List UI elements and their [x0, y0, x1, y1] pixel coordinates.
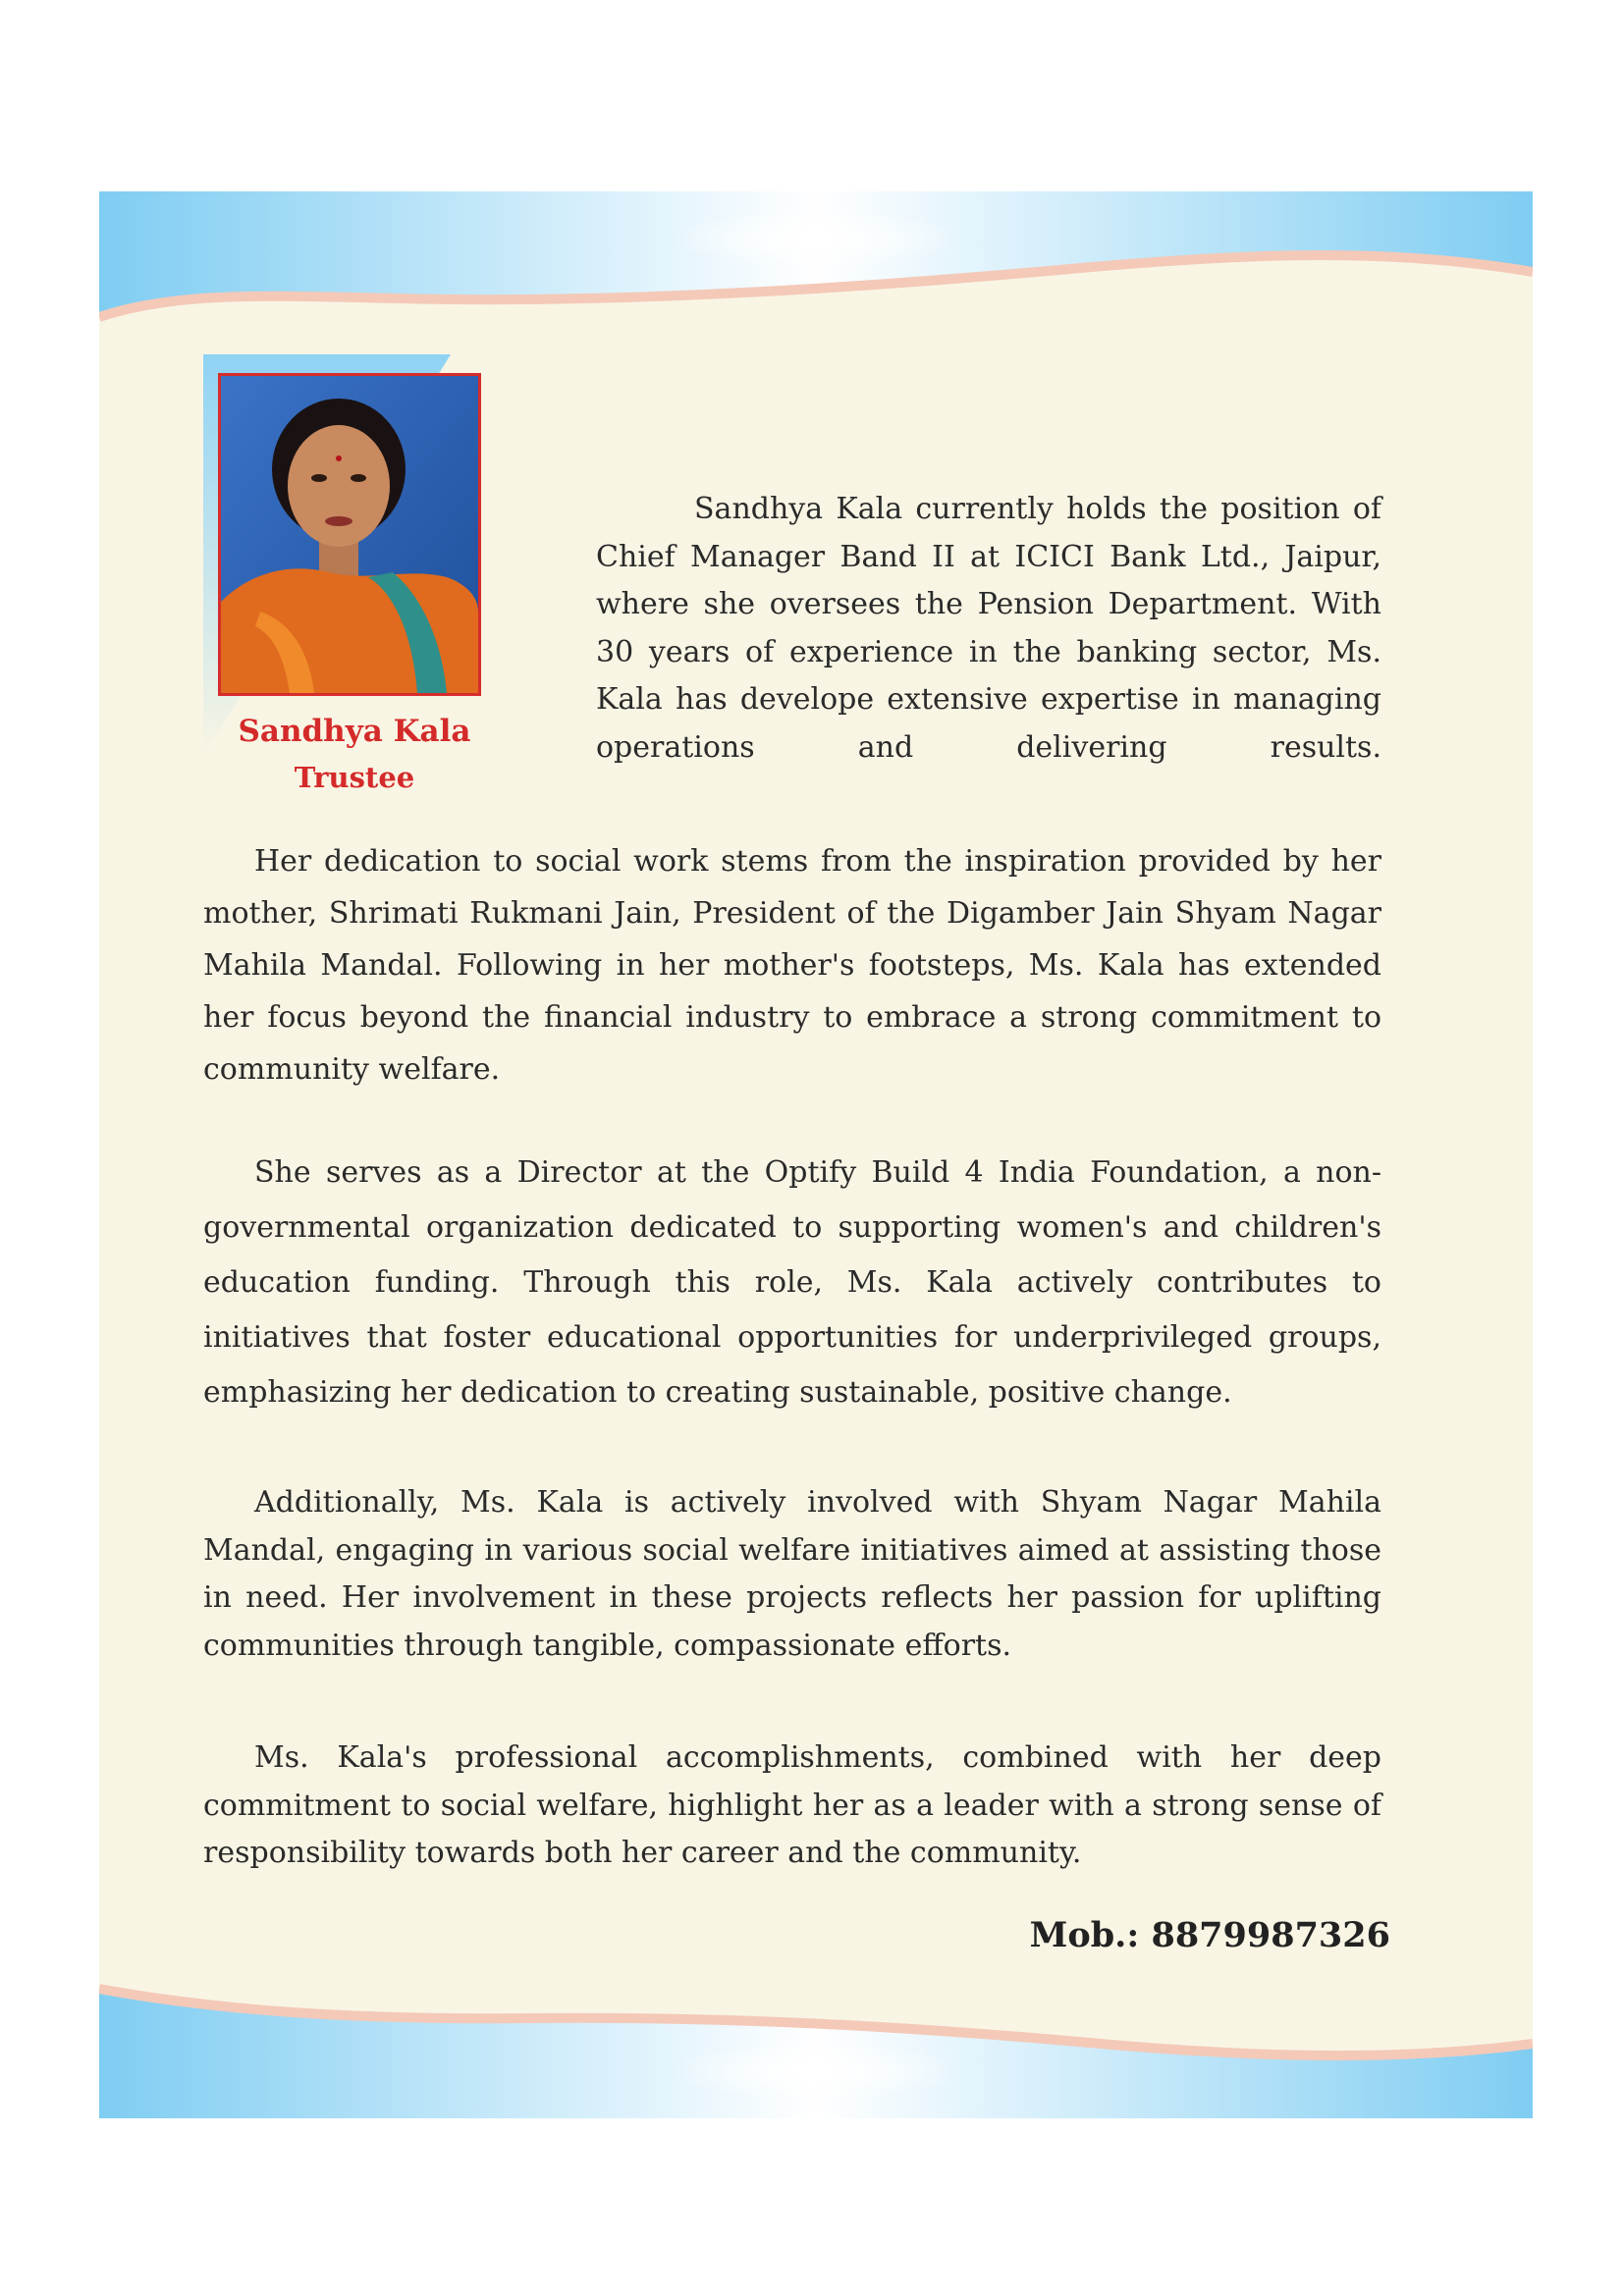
- paragraph-social-work: Her dedication to social work stems from the inspiration provided by her mother, Shrimati Rukmani Jain, President of the Digamber Jain Shyam Nagar Mahila Mandal. Following in her mother's footsteps, Ms. Kala has extended her focus beyond the financial industry to embrace a strong commitment to community welfare.: [203, 844, 1381, 1087]
- paragraph-director-role: She serves as a Director at the Optify Build 4 India Foundation, a non-governmental organization dedicated to supporting women's and children's education funding. Through this role, Ms. Kala actively contributes to initiatives that foster educational opportunities for underprivileged groups, emphasizing her dedication to creating sustainable, positive change.: [203, 1155, 1381, 1410]
- portrait-photo: [218, 373, 481, 696]
- top-wave-decoration: [99, 191, 1533, 348]
- intro-paragraph: [596, 486, 1381, 772]
- profile-page-panel: [99, 191, 1533, 2118]
- paragraph-summary: Ms. Kala's professional accomplishments, combined with her deep commitment to social welfare, highlight her as a leader with a strong sense of responsibility towards both her career and the community.: [203, 1740, 1381, 1870]
- bottom-wave-decoration: [99, 1961, 1533, 2118]
- profile-role: Trustee: [294, 761, 415, 794]
- mobile-number: Mob.: 8879987326: [1029, 1915, 1390, 1955]
- intro-text: Sandhya Kala currently holds the position of Chief Manager Band II at ICICI Bank Ltd., Jaipur, where she oversees the Pension Department. With 30 years of experience in the banking sector, Ms. Kala has develope extensive expertise in managing operations and delivering results.: [596, 492, 1381, 765]
- profile-name: Sandhya Kala: [238, 714, 471, 749]
- paragraph-mahila-mandal: Additionally, Ms. Kala is actively involved with Shyam Nagar Mahila Mandal, engaging in various social welfare initiatives aimed at assisting those in need. Her involvement in these projects reflects her passion for uplifting communities through tangible, compassionate efforts.: [203, 1485, 1381, 1663]
